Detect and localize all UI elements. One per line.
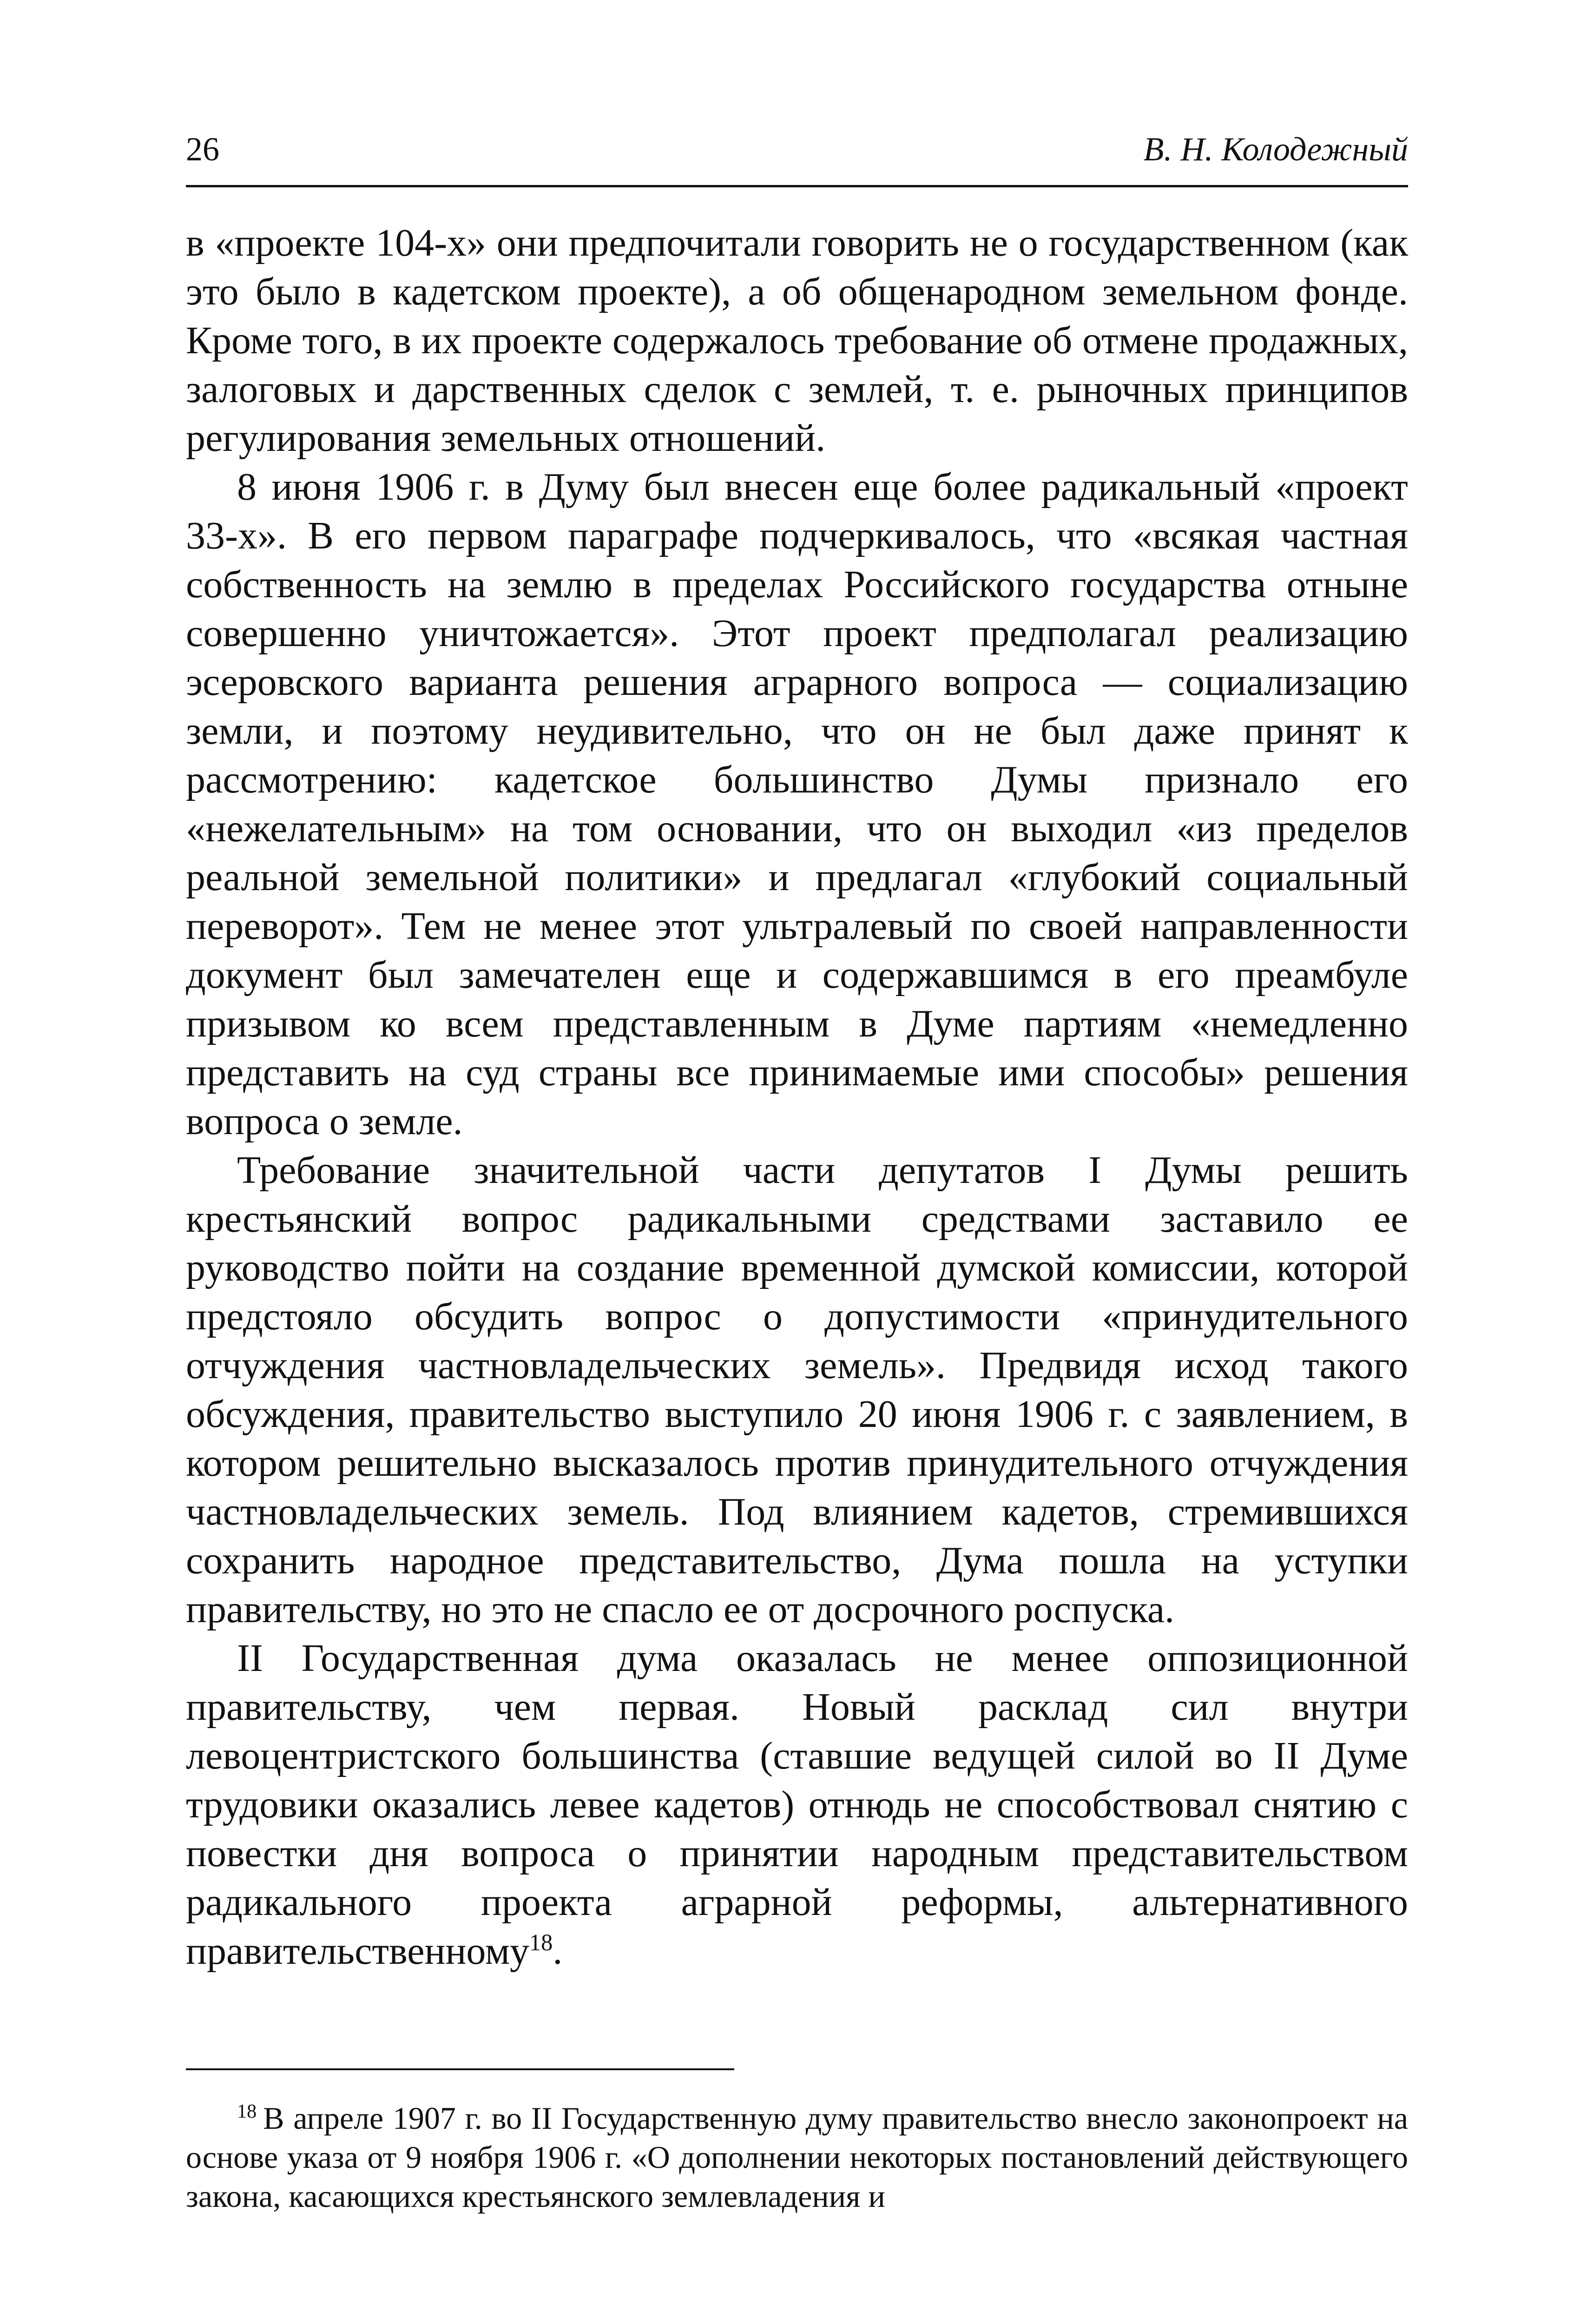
footnote-reference[interactable]: 18 (529, 1929, 553, 1955)
book-page (186, 0, 1408, 2324)
footnote-text: В апреле 1907 г. во II Государственную думу правительство внесло законопроект на основе указа от 9 ноября 1906 г. «О дополнении некоторых постановлений действующего закона, касающихся крестьянского землевладения и (186, 2100, 1408, 2214)
footnotes (186, 2099, 1408, 2216)
paragraph-4-text: II Государственная дума оказалась не менее оппозиционной правительству, чем первая. Новый расклад сил внутри левоцентристского большинства (ставшие ведущей силой во II Думе трудовики оказались левее кадетов) отнюдь не способствовал снятию с повестки дня вопроса о принятии народным представительством радикального проекта аграрной реформы, альтернативного правительственному (186, 1637, 1408, 1973)
footnote-18 (186, 2099, 1408, 2216)
footnote-number: 18 (237, 2100, 257, 2123)
paragraph-2: 8 июня 1906 г. в Думу был внесен еще более радикальный «проект 33-х». В его первом параграфе подчеркивалось, что «всякая частная собственность на землю в пределах Российского государства отныне совершенно уничтожается». Этот проект предполагал реализацию эсеровского варианта решения аграрного вопроса — социализацию земли, и поэтому неудивительно, что он не был даже принят к рассмотрению: кадетское большинство Думы признало его «нежелательным» на том основании, что он выходил «из пределов реальной земельной политики» и предлагал «глубокий социальный переворот». Тем не менее этот ультралевый по своей направленности документ был замечателен еще и содержавшимся в его преамбуле призывом ко всем представленным в Думе партиям «немедленно представить на суд страны все принимаемые ими способы» решения вопроса о земле. (186, 465, 1408, 1143)
page-number: 26 (186, 131, 219, 168)
running-head (186, 125, 1408, 177)
paragraph-3: Требование значительной части депутатов I Думы решить крестьянский вопрос радикальными средствами заставило ее руководство пойти на создание временной думской комиссии, которой предстояло обсудить вопрос о допустимости «принудительного отчуждения частновладельческих земель». Предвидя исход такого обсуждения, правительство выступило 20 июня 1906 г. с заявлением, в котором решительно высказалось против принудительного отчуждения частновладельческих земель. Под влиянием кадетов, стремившихся сохранить народное представительство, Дума пошла на уступки правительству, но это не спасло ее от досрочного роспуска. (186, 1149, 1408, 1631)
paragraph-1: в «проекте 104-х» они предпочитали говорить не о государственном (как это было в кадетском проекте), а об общенародном земельном фонде. Кроме того, в их проекте содержалось требование об отмене продажных, залоговых и дарственных сделок с землей, т. е. рыночных принципов регулирования земельных отношений. (186, 221, 1408, 460)
paragraph-4: II Государственная дума оказалась не менее оппозиционной правительству, чем первая. Новый расклад сил внутри левоцентристского большинства (ставшие ведущей силой во II Думе трудовики оказались левее кадетов) отнюдь не способствовал снятию с повестки дня вопроса о принятии народным представительством радикального проекта аграрной реформы, альтернативного правительственному$^{18}$. (186, 1637, 1408, 1973)
running-title-author: В. Н. Колодежный (1143, 131, 1408, 168)
header-rule (186, 185, 1408, 187)
main-text (186, 218, 1408, 1975)
footnote-separator (186, 2068, 734, 2070)
